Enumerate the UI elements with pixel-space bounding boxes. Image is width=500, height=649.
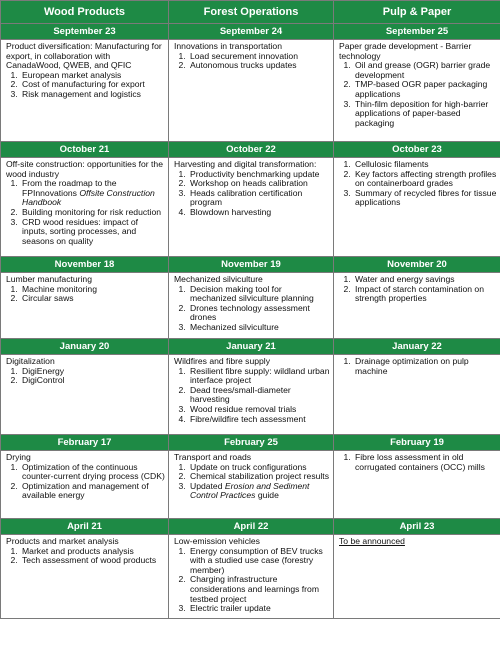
content-row — [1, 40, 500, 142]
list-item: 4. Fibre/wildfire tech assessment — [188, 415, 330, 425]
content-row — [1, 535, 500, 619]
date-cell: January 22 — [334, 339, 500, 355]
date-cell: November 18 — [1, 257, 169, 273]
date-cell: April 22 — [169, 519, 334, 535]
session-cell — [334, 40, 500, 142]
list-item: 3. Thin-film deposition for high-barrier applications of paper-based packaging — [353, 100, 497, 129]
session-cell — [169, 535, 334, 619]
list-item: 2. Autonomous trucks updates — [188, 61, 330, 71]
date-cell: February 19 — [334, 435, 500, 451]
list-item: 3. Updated Erosion and Sediment Control Practices guide — [188, 482, 330, 501]
session-topic: Product diversification: Manufacturing for export, in collaboration with CanadaWood, QWEB, and QFIC — [6, 41, 162, 71]
list-item: 1. Machine monitoring — [20, 285, 165, 295]
topic-list — [339, 61, 497, 128]
list-item: 1. Load securement innovation — [188, 52, 330, 62]
session-topic: Wildfires and fibre supply — [174, 356, 271, 366]
column-header-pulp-paper: Pulp & Paper — [334, 1, 500, 24]
topic-list — [339, 160, 497, 208]
topic-list — [174, 367, 330, 425]
topic-list — [6, 71, 165, 100]
list-item — [20, 179, 165, 208]
column-header-row — [1, 1, 500, 24]
session-topic: Innovations in transportation — [174, 41, 282, 51]
list-item: 3. Heads calibration certification program — [188, 189, 330, 208]
topic-list — [6, 179, 165, 246]
session-cell — [1, 273, 169, 339]
list-item: 2. Chemical stabilization project results — [188, 472, 330, 482]
topic-list — [6, 463, 165, 501]
column-header-wood-products: Wood Products — [1, 1, 169, 24]
list-item: 1. Energy consumption of BEV trucks with a studied use case (forestry member) — [188, 547, 330, 576]
topic-list — [174, 285, 330, 333]
list-item: 1. Cellulosic filaments — [353, 160, 497, 170]
session-cell — [1, 451, 169, 519]
date-cell: September 23 — [1, 24, 169, 40]
list-item: 3. Mechanized silviculture — [188, 323, 330, 333]
date-cell: April 23 — [334, 519, 500, 535]
list-item: 1. Market and products analysis — [20, 547, 165, 557]
topic-list — [339, 275, 497, 304]
session-cell — [1, 158, 169, 257]
list-item: 2. Optimization and management of available energy — [20, 482, 165, 501]
session-cell — [334, 535, 500, 619]
list-item: 3. Electric trailer update — [188, 604, 330, 614]
session-topic: Mechanized silviculture — [174, 274, 263, 284]
topic-list — [174, 547, 330, 614]
date-cell: October 23 — [334, 142, 500, 158]
session-cell — [334, 273, 500, 339]
topic-list — [6, 285, 165, 304]
list-item: 1. Decision making tool for mechanized silviculture planning — [188, 285, 330, 304]
topic-list — [339, 357, 497, 376]
list-item: 1. Update on truck configurations — [188, 463, 330, 473]
topic-list — [174, 52, 330, 71]
session-cell — [334, 158, 500, 257]
list-item: 2. Dead trees/small-diameter harvesting — [188, 386, 330, 405]
date-cell: April 21 — [1, 519, 169, 535]
list-item: 2. Drones technology assessment drones — [188, 304, 330, 323]
session-cell — [1, 355, 169, 435]
topic-list — [6, 367, 165, 386]
list-item: 4. Blowdown harvesting — [188, 208, 330, 218]
topic-list — [174, 463, 330, 501]
list-item: 1. Water and energy savings — [353, 275, 497, 285]
date-row — [1, 339, 500, 355]
list-item: 2. Circular saws — [20, 294, 165, 304]
list-item: 1. Drainage optimization on pulp machine — [353, 357, 497, 376]
date-cell: November 20 — [334, 257, 500, 273]
session-cell — [334, 451, 500, 519]
date-cell: September 25 — [334, 24, 500, 40]
session-topic: Digitalization — [6, 356, 55, 366]
session-topic: Off-site construction: opportunities for the wood industry — [6, 159, 163, 179]
date-cell: October 21 — [1, 142, 169, 158]
list-item: 3. CRD wood residues: impact of inputs, sorting processes, and seasons on quality — [20, 218, 165, 247]
session-topic: Paper grade development - Barrier technology — [339, 41, 472, 61]
list-item: 2. Workshop on heads calibration — [188, 179, 330, 189]
topic-list — [6, 547, 165, 566]
session-topic: Lumber manufacturing — [6, 274, 92, 284]
topic-list — [339, 453, 497, 472]
list-item: 1. Productivity benchmarking update — [188, 170, 330, 180]
date-row — [1, 257, 500, 273]
list-item: 2. Key factors affecting strength profiles on containerboard grades — [353, 170, 497, 189]
topic-list — [174, 170, 330, 218]
list-item: 3. Risk management and logistics — [20, 90, 165, 100]
date-row — [1, 519, 500, 535]
session-cell — [334, 355, 500, 435]
date-cell: February 25 — [169, 435, 334, 451]
session-cell — [169, 40, 334, 142]
date-cell: September 24 — [169, 24, 334, 40]
list-item: 3. Wood residue removal trials — [188, 405, 330, 415]
content-row — [1, 451, 500, 519]
session-cell — [169, 273, 334, 339]
content-row — [1, 355, 500, 435]
session-topic: Drying — [6, 452, 31, 462]
date-cell: October 22 — [169, 142, 334, 158]
session-cell — [1, 40, 169, 142]
list-item: 2. Building monitoring for risk reduction — [20, 208, 165, 218]
list-item: 2. Impact of starch contamination on strength properties — [353, 285, 497, 304]
handbook-title: Offsite Construction Handbook — [22, 187, 155, 208]
session-cell — [169, 355, 334, 435]
guide-title: Erosion and Sediment Control Practices — [190, 480, 310, 501]
date-row — [1, 142, 500, 158]
session-cell — [169, 158, 334, 257]
list-item: 2. Cost of manufacturing for export — [20, 80, 165, 90]
date-cell: January 20 — [1, 339, 169, 355]
column-header-forest-operations: Forest Operations — [169, 1, 334, 24]
list-item-text: From the roadmap to the FPInnovations — [22, 178, 117, 198]
content-row — [1, 273, 500, 339]
list-item: 1. DigiEnergy — [20, 367, 165, 377]
list-item: 2. Charging infrastructure considerations and learnings from testbed project — [188, 575, 330, 604]
date-row — [1, 24, 500, 40]
session-cell — [169, 451, 334, 519]
date-cell: February 17 — [1, 435, 169, 451]
list-item: 2. DigiControl — [20, 376, 165, 386]
list-item: 3. Summary of recycled fibres for tissue applications — [353, 189, 497, 208]
tba-note: To be announced — [339, 536, 405, 546]
date-cell: January 21 — [169, 339, 334, 355]
content-row — [1, 158, 500, 257]
list-item: 1. Resilient fibre supply: wildland urban interface project — [188, 367, 330, 386]
list-item: 1. Fibre loss assessment in old corrugated containers (OCC) mills — [353, 453, 497, 472]
session-topic: Transport and roads — [174, 452, 252, 462]
list-item: 2. TMP-based OGR paper packaging applications — [353, 80, 497, 99]
date-cell: November 19 — [169, 257, 334, 273]
session-topic: Products and market analysis — [6, 536, 119, 546]
list-item: 1. Optimization of the continuous counter-current drying process (CDK) — [20, 463, 165, 482]
session-topic: Low-emission vehicles — [174, 536, 260, 546]
list-item: 1. European market analysis — [20, 71, 165, 81]
list-item: 2. Tech assessment of wood products — [20, 556, 165, 566]
session-cell — [1, 535, 169, 619]
session-topic: Harvesting and digital transformation: — [174, 159, 317, 169]
list-item: 1. Oil and grease (OGR) barrier grade development — [353, 61, 497, 80]
date-row — [1, 435, 500, 451]
